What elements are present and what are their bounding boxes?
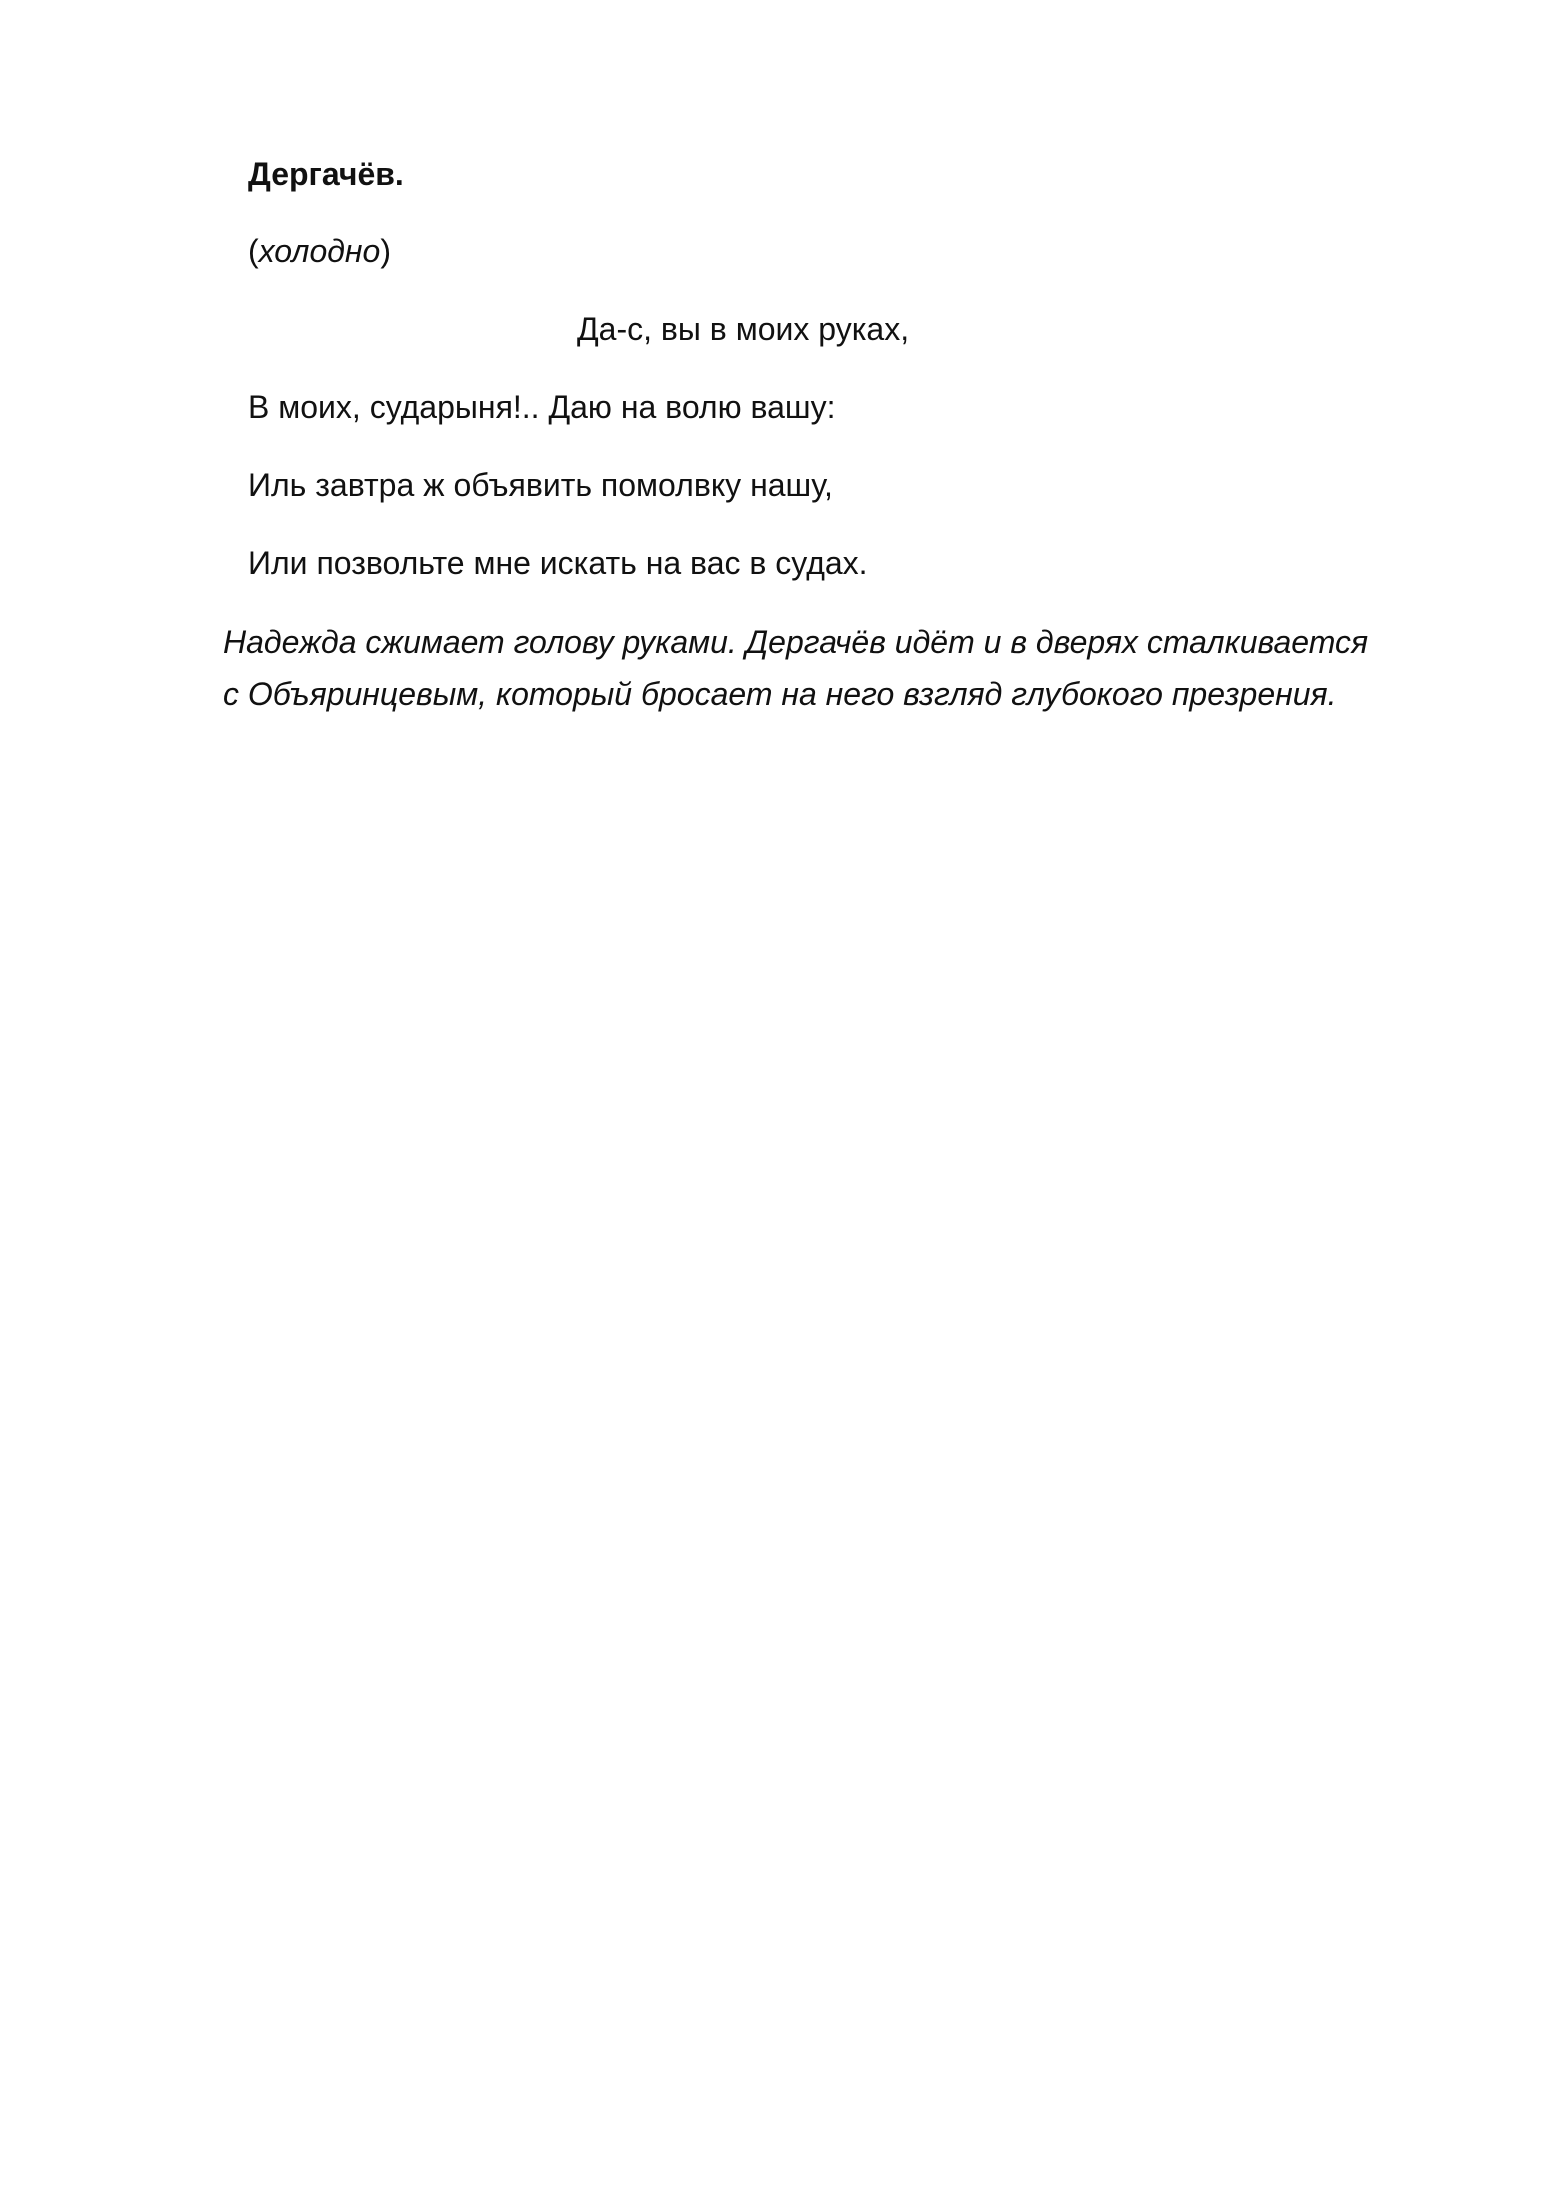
speaker-name: Дергачёв. — [248, 156, 404, 192]
stage-note — [248, 231, 391, 271]
stage-note-close-paren: ) — [380, 233, 391, 269]
stage-note-text: холодно — [258, 233, 381, 269]
stage-direction-line: Надежда сжимает голову руками. Дергачёв идёт и в дверях сталкивается — [223, 624, 1369, 660]
stage-note-open-paren: ( — [248, 233, 259, 269]
verse-line: Или позвольте мне искать на вас в судах. — [248, 545, 868, 581]
stage-direction — [223, 616, 1453, 720]
verse-line: Иль завтра ж объявить помолвку нашу, — [248, 467, 833, 503]
stage-direction-line: с Объяринцевым, который бросает на него взгляд глубокого презрения. — [223, 676, 1337, 712]
verse-line: В моих, сударыня!.. Даю на волю вашу: — [248, 389, 836, 425]
verse-line: Да-с, вы в моих руках, — [577, 311, 910, 347]
